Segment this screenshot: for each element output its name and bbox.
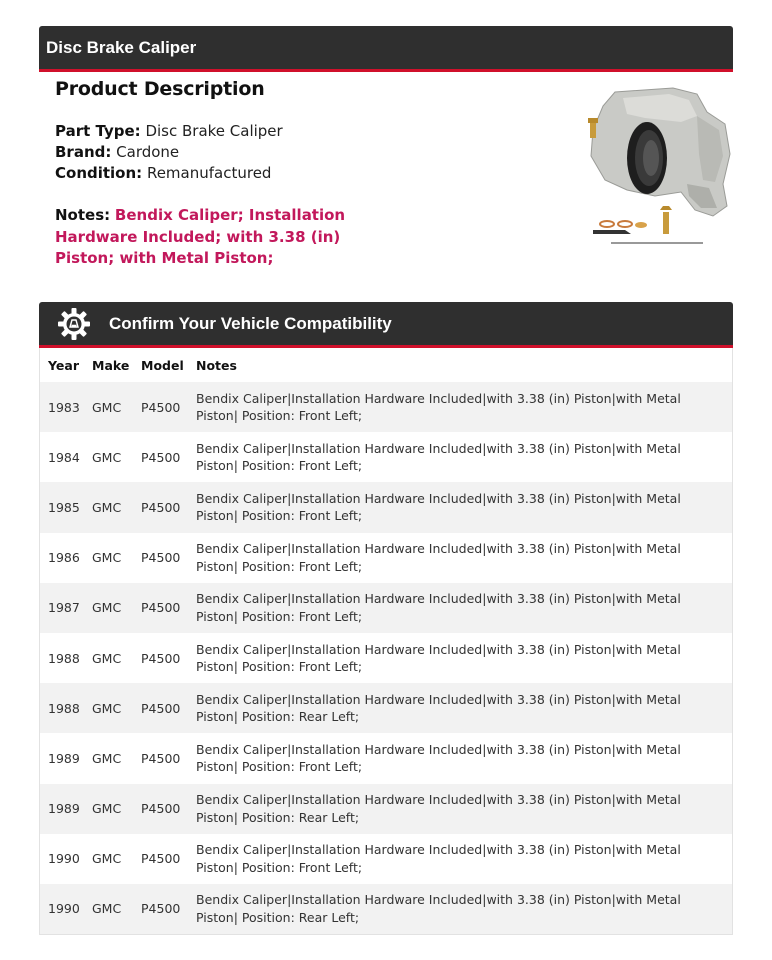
cell-make: GMC (92, 600, 122, 616)
product-title: Disc Brake Caliper (46, 37, 197, 57)
cell-model: P4500 (141, 499, 181, 515)
table-row (40, 633, 732, 683)
cell-model: P4500 (141, 851, 181, 867)
cell-model: P4500 (141, 750, 181, 766)
cell-model: P4500 (141, 600, 181, 616)
table-row (40, 683, 732, 733)
cell-model: P4500 (141, 550, 181, 566)
cell-notes: Bendix Caliper|Installation Hardware Included|with 3.38 (in) Piston|with Metal Piston| Position: Front Left; (196, 490, 681, 524)
table-header-row (40, 348, 732, 382)
product-description (55, 78, 575, 270)
compatibility-table (40, 348, 732, 934)
col-make: Make (84, 348, 133, 382)
part-type-label: Part Type: (55, 122, 141, 140)
table-row (40, 382, 732, 432)
cell-model: P4500 (141, 801, 181, 817)
cell-make: GMC (92, 750, 122, 766)
attribute-list (55, 121, 575, 184)
condition-value: Remanufactured (146, 164, 272, 182)
table-row (40, 733, 732, 783)
cell-make: GMC (92, 851, 122, 867)
cell-make: GMC (92, 449, 122, 465)
cell-notes: Bendix Caliper|Installation Hardware Included|with 3.38 (in) Piston|with Metal Piston| Position: Front Left; (196, 440, 681, 474)
cell-notes: Bendix Caliper|Installation Hardware Included|with 3.38 (in) Piston|with Metal Piston| Position: Rear Left; (196, 792, 681, 825)
cell-year: 1989 (48, 750, 80, 766)
cell-year: 1984 (48, 449, 80, 465)
cell-make: GMC (92, 901, 122, 917)
col-notes: Notes (188, 348, 732, 382)
attr-brand (55, 142, 575, 163)
cell-model: P4500 (141, 399, 181, 415)
cell-notes: Bendix Caliper|Installation Hardware Included|with 3.38 (in) Piston|with Metal Piston| Position: Front Left; (196, 741, 681, 775)
cell-notes: Bendix Caliper|Installation Hardware Included|with 3.38 (in) Piston|with Metal Piston| Position: Rear Left; (196, 892, 681, 925)
compatibility-bar (39, 302, 733, 348)
description-heading: Product Description (55, 78, 265, 100)
cell-year: 1990 (48, 901, 80, 917)
gear-icon (57, 307, 91, 341)
cell-notes: Bendix Caliper|Installation Hardware Included|with 3.38 (in) Piston|with Metal Piston| Position: Front Left; (196, 591, 681, 624)
attr-condition (55, 163, 575, 184)
cell-year: 1986 (48, 550, 80, 566)
cell-year: 1985 (48, 499, 80, 515)
cell-year: 1987 (48, 600, 80, 616)
table-row (40, 834, 732, 884)
cell-notes: Bendix Caliper|Installation Hardware Included|with 3.38 (in) Piston|with Metal Piston| Position: Front Left; (196, 641, 681, 675)
cell-notes: Bendix Caliper|Installation Hardware Included|with 3.38 (in) Piston|with Metal Piston| Position: Front Left; (196, 390, 681, 424)
notes (55, 205, 385, 270)
cell-notes: Bendix Caliper|Installation Hardware Included|with 3.38 (in) Piston|with Metal Piston| Position: Front Left; (196, 842, 681, 875)
table-row (40, 884, 732, 934)
cell-year: 1988 (48, 650, 80, 666)
cell-year: 1983 (48, 399, 80, 415)
cell-make: GMC (92, 550, 122, 566)
compatibility-table-wrapper (39, 348, 733, 935)
brand-value: Cardone (116, 143, 180, 161)
brand-label: Brand: (55, 143, 112, 161)
cell-make: GMC (92, 499, 122, 515)
cell-year: 1989 (48, 801, 80, 817)
cell-make: GMC (92, 650, 122, 666)
table-row (40, 784, 732, 834)
compatibility-title: Confirm Your Vehicle Compatibility (109, 313, 392, 333)
cell-year: 1990 (48, 851, 80, 867)
cell-year: 1988 (48, 700, 80, 716)
cell-notes: Bendix Caliper|Installation Hardware Included|with 3.38 (in) Piston|with Metal Piston| Position: Rear Left; (196, 691, 681, 725)
cell-model: P4500 (141, 449, 181, 465)
col-model: Model (133, 348, 188, 382)
cell-make: GMC (92, 700, 122, 716)
table-row (40, 533, 732, 583)
notes-label: Notes: (55, 206, 111, 224)
cell-model: P4500 (141, 901, 181, 917)
product-title-bar (39, 26, 733, 72)
cell-notes: Bendix Caliper|Installation Hardware Included|with 3.38 (in) Piston|with Metal Piston| Position: Front Left; (196, 541, 681, 574)
table-row (40, 482, 732, 532)
cell-make: GMC (92, 801, 122, 817)
attr-part-type (55, 121, 575, 142)
brake-caliper-image (585, 84, 733, 250)
part-type-value: Disc Brake Caliper (145, 122, 283, 140)
cell-model: P4500 (141, 700, 181, 716)
notes-value: Bendix Caliper; Installation Hardware Included; with 3.38 (in) Piston; with Metal Piston; (55, 206, 346, 267)
cell-model: P4500 (141, 650, 181, 666)
condition-label: Condition: (55, 164, 143, 182)
table-row (40, 583, 732, 633)
table-row (40, 432, 732, 482)
cell-make: GMC (92, 399, 122, 415)
col-year: Year (40, 348, 84, 382)
